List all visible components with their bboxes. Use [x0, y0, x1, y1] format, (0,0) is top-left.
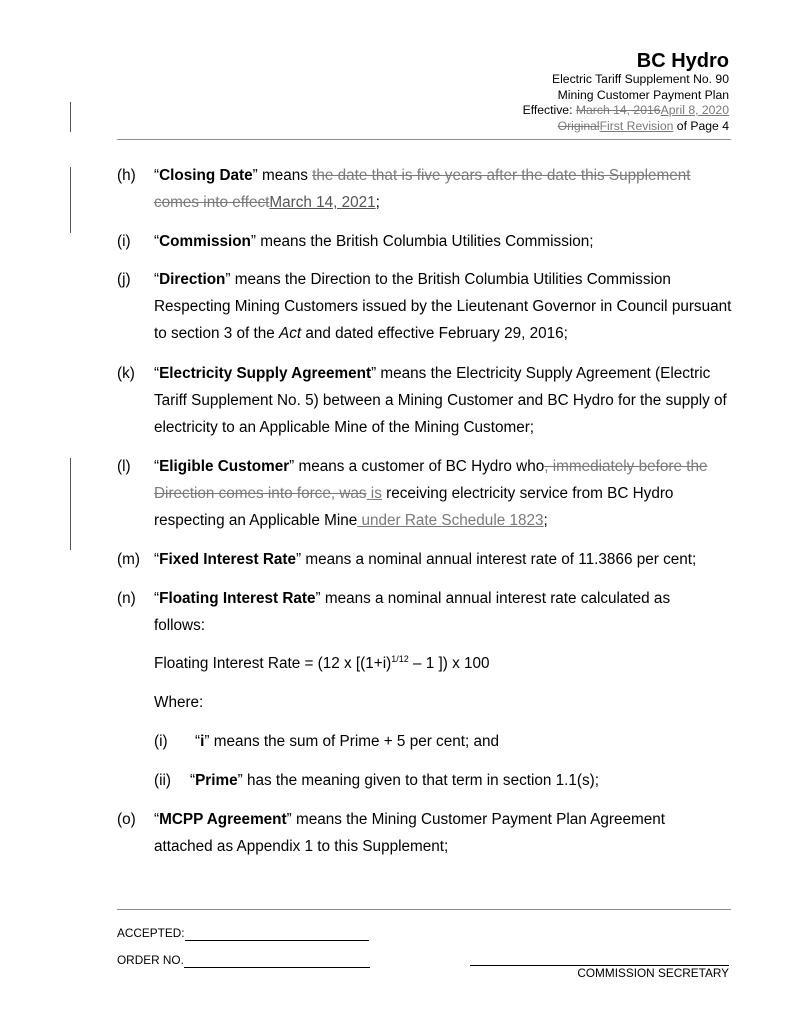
- formula-part: – 1 ]) x 100: [408, 655, 490, 672]
- definition-text: means a nominal annual interest rate of 11.3866 per cent;: [301, 551, 697, 568]
- end: ;: [375, 194, 380, 211]
- formula-part: Floating Interest Rate = (12 x [(1+i): [154, 655, 392, 672]
- definition-n: (n) “Floating Interest Rate” means a nominal annual interest rate calculated as follows:: [117, 585, 737, 639]
- brand-name: BC Hydro: [636, 50, 729, 72]
- item-label: (n): [117, 590, 136, 607]
- header-effective: [523, 103, 729, 119]
- accepted-signature-line: [185, 926, 369, 941]
- page-suffix: of Page 4: [673, 118, 729, 133]
- change-bar: [70, 102, 71, 132]
- end: ;: [543, 512, 548, 529]
- formula-exponent: 1/12: [391, 654, 409, 664]
- deleted-text: the date that is five years after the date this Supplement comes into effect: [154, 167, 691, 211]
- definition-text: means a nominal annual interest rate calculated as follows:: [154, 590, 671, 634]
- footer-divider: [117, 909, 731, 910]
- header-revision: [523, 119, 729, 135]
- means: means: [257, 167, 313, 184]
- definition-text: has the meaning given to that term in section 1.1(s);: [242, 772, 599, 789]
- header-divider: [117, 139, 731, 140]
- definition-text: means the Direction to the British Columbia Utilities Commission Respecting Mining Customers issued by the Lieutenant Governor in Council pursuant to section 3 of the: [154, 271, 732, 342]
- revision-inserted: First Revision: [599, 118, 674, 133]
- formula: [154, 650, 490, 677]
- act-italic: Act: [279, 325, 302, 342]
- definition-text: means the Electricity Supply Agreement (Electric Tariff Supplement No. 5) between a Mining Customer and BC Hydro for the supply of electricity to an Applicable Mine of the Mining Customer;: [154, 365, 727, 436]
- term: Fixed Interest Rate: [159, 551, 296, 568]
- definition-text: means the Mining Customer Payment Plan Agreement attached as Appendix 1 to this Supplement;: [154, 811, 665, 855]
- item-label: (l): [117, 458, 131, 475]
- order-number-line: [184, 953, 370, 968]
- sub-label: (ii): [154, 772, 171, 789]
- sub-label: (i): [154, 733, 168, 750]
- definition-h: (h) “Closing Date” means the date that is five years after the date this Supplement comes into effectMarch 14, 2021;: [117, 162, 737, 216]
- inserted-text: under Rate Schedule 1823: [357, 512, 544, 529]
- sub-item-ii: (ii) “Prime” has the meaning given to that term in section 1.1(s);: [154, 767, 599, 794]
- order-label: ORDER NO.: [117, 953, 184, 967]
- item-label: (i): [117, 233, 131, 250]
- header-plan: Mining Customer Payment Plan: [557, 87, 729, 102]
- definition-text: means the sum of Prime + 5 per cent; and: [209, 733, 499, 750]
- definition-m: (m) “Fixed Interest Rate” means a nominal annual interest rate of 11.3866 per cent;: [117, 546, 737, 573]
- term: Floating Interest Rate: [159, 590, 316, 607]
- deleted-text: , immediately before the Direction comes into force, was: [154, 458, 708, 502]
- item-label: (o): [117, 811, 136, 828]
- header-supplement: Electric Tariff Supplement No. 90: [551, 72, 729, 86]
- definition-text: receiving electricity service from BC Hydro respecting an Applicable Mine: [154, 485, 674, 529]
- page-header: [523, 50, 729, 134]
- change-bar: [70, 167, 71, 233]
- sub-item-i: (i) “i” means the sum of Prime + 5 per cent; and: [154, 728, 499, 755]
- item-label: (h): [117, 167, 136, 184]
- inserted-text: March 14, 2021: [269, 194, 376, 211]
- effective-inserted: April 8, 2020: [660, 103, 729, 117]
- term: Eligible Customer: [159, 458, 290, 475]
- item-label: (k): [117, 365, 135, 382]
- effective-deleted: March 14, 2016: [575, 103, 661, 117]
- term: Prime: [195, 772, 238, 789]
- definition-l: (l) “Eligible Customer” means a customer of BC Hydro who, immediately before the Direction comes into force, was is receiving electricity service from BC Hydro respecting an Applicable Mine under Rate Schedule 1823;: [117, 453, 737, 534]
- order-line: [117, 953, 370, 968]
- term: Direction: [159, 271, 226, 288]
- accepted-line: [117, 926, 369, 941]
- revision-deleted: Original: [557, 118, 600, 133]
- accepted-label: ACCEPTED:: [117, 926, 185, 940]
- term: MCPP Agreement: [159, 811, 287, 828]
- term: Closing Date: [159, 167, 253, 184]
- definition-i: (i) “Commission” means the British Columbia Utilities Commission;: [117, 228, 737, 255]
- definition-j: (j) “Direction” means the Direction to the British Columbia Utilities Commission Respecting Mining Customers issued by the Lieutenant Governor in Council pursuant to section 3 of the Act and dated effective February 29, 2016;: [117, 266, 737, 347]
- term: Electricity Supply Agreement: [159, 365, 372, 382]
- item-label: (j): [117, 271, 131, 288]
- definition-text: means a customer of BC Hydro who: [294, 458, 545, 475]
- definition-o: (o) “MCPP Agreement” means the Mining Customer Payment Plan Agreement attached as Appendix 1 to this Supplement;: [117, 806, 737, 860]
- definition-k: (k) “Electricity Supply Agreement” means the Electricity Supply Agreement (Electric Tariff Supplement No. 5) between a Mining Customer and BC Hydro for the supply of electricity to an Applicable Mine of the Mining Customer;: [117, 360, 737, 441]
- effective-label: Effective:: [522, 103, 576, 117]
- inserted-text: is: [366, 485, 382, 502]
- definition-text: means the British Columbia Utilities Commission;: [256, 233, 594, 250]
- item-label: (m): [117, 551, 140, 568]
- definition-text: and dated effective February 29, 2016;: [301, 325, 568, 342]
- where-label: Where:: [154, 694, 204, 711]
- change-bar: [70, 458, 71, 550]
- secretary-label: COMMISSION SECRETARY: [577, 966, 729, 980]
- term: i: [200, 733, 205, 750]
- term: Commission: [159, 233, 251, 250]
